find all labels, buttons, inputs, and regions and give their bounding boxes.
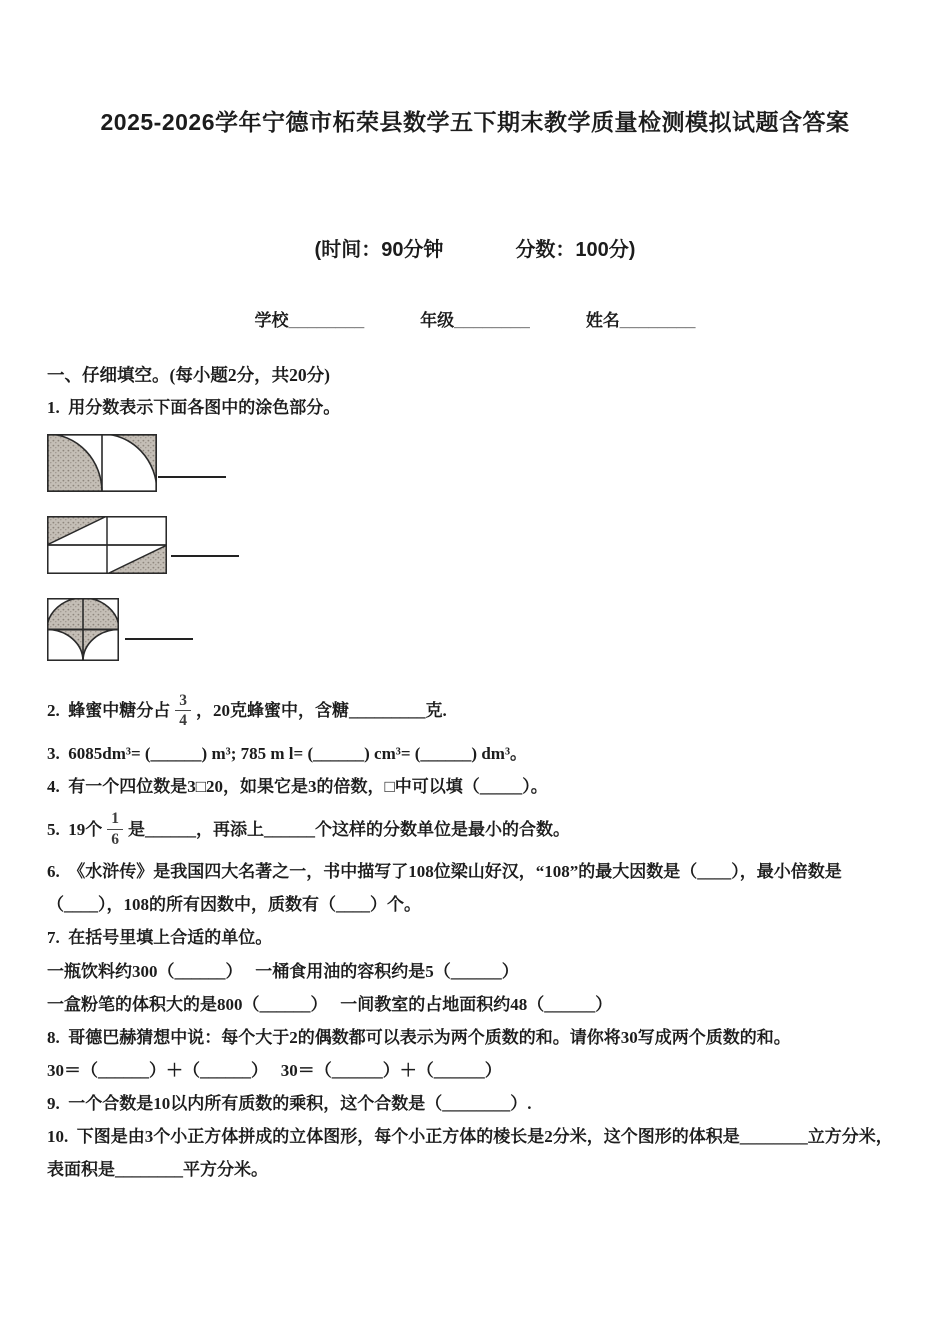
question-10: 10. 下图是由3个小正方体拼成的立体图形，每个小正方体的棱长是2分米，这个图形的体积是________立方分米，表面积是________平方分米。 bbox=[47, 1127, 893, 1180]
figure-3-answer-blank bbox=[125, 638, 193, 640]
figure-1-answer-blank bbox=[158, 476, 226, 478]
fraction-numerator: 3 bbox=[175, 692, 191, 712]
name-field: 姓名________ bbox=[585, 311, 696, 330]
figure-1-quarter-circles bbox=[47, 434, 157, 492]
question-8: 8. 哥德巴赫猜想中说：每个大于2的偶数都可以表示为两个质数的和。请你将30写成两个质数的和。 bbox=[47, 1027, 791, 1047]
question-1-figures bbox=[47, 434, 908, 661]
student-fields bbox=[0, 306, 950, 331]
fraction-numerator: 1 bbox=[107, 810, 123, 830]
fraction-denominator: 4 bbox=[179, 712, 187, 730]
question-5 bbox=[47, 803, 908, 855]
figure-row-2 bbox=[47, 516, 908, 574]
fraction-one-sixth bbox=[107, 810, 123, 849]
time-label: (时间：90分钟 bbox=[314, 239, 444, 261]
section-1-heading: 一、仔细填空。(每小题2分，共20分) bbox=[47, 365, 330, 385]
figure-2-triangles-grid bbox=[47, 516, 167, 574]
question-2 bbox=[47, 685, 908, 737]
question-5-text-post: 是______，再添上______个这样的分数单位是最小的合数。 bbox=[128, 819, 570, 839]
school-field: 学校________ bbox=[254, 311, 365, 330]
figure-3-semicircle-arcs bbox=[47, 598, 119, 661]
question-5-text-pre: 5. 19个 bbox=[47, 819, 103, 839]
figure-row-1 bbox=[47, 434, 908, 492]
exam-meta bbox=[0, 233, 950, 262]
question-3: 3. 6085dm³= (______) m³; 785 m l= (______) cm³= (______) dm³。 bbox=[47, 743, 528, 763]
question-1: 1. 用分数表示下面各图中的涂色部分。 bbox=[47, 397, 341, 417]
question-8-equations: 30＝（______）＋（______） 30＝（______）＋（______） bbox=[47, 1061, 502, 1081]
grade-field: 年级________ bbox=[420, 311, 530, 330]
figure-row-3 bbox=[47, 598, 908, 661]
score-label: 分数：100分) bbox=[515, 239, 636, 261]
question-9: 9. 一个合数是10以内所有质数的乘积，这个合数是（________）. bbox=[47, 1094, 532, 1114]
question-2-text-pre: 2. 蜂蜜中糖分占 bbox=[47, 701, 171, 721]
figure-2-answer-blank bbox=[171, 555, 239, 557]
page-title: 2025-2026学年宁德市柘荣县数学五下期末教学质量检测模拟试题含答案 bbox=[100, 109, 850, 135]
fraction-denominator: 6 bbox=[111, 830, 119, 848]
question-6: 6. 《水浒传》是我国四大名著之一，书中描写了108位梁山好汉，“108”的最大因数是（____），最小倍数是（____），108的所有因数中，质数有（____）个。 bbox=[47, 862, 842, 915]
question-7: 7. 在括号里填上合适的单位。 bbox=[47, 928, 273, 948]
fraction-three-fourths bbox=[175, 692, 191, 731]
question-7-units-row-2: 一盒粉笔的体积大的是800（______） 一间教室的占地面积约48（______） bbox=[47, 994, 613, 1014]
question-4: 4. 有一个四位数是3□20，如果它是3的倍数，□中可以填（_____）。 bbox=[47, 777, 548, 797]
question-2-text-post: ，20克蜂蜜中，含糖_________克. bbox=[196, 701, 447, 721]
question-7-units-row-1: 一瓶饮料约300（______） 一桶食用油的容积约是5（______） bbox=[47, 961, 519, 981]
section-1 bbox=[0, 331, 950, 1187]
